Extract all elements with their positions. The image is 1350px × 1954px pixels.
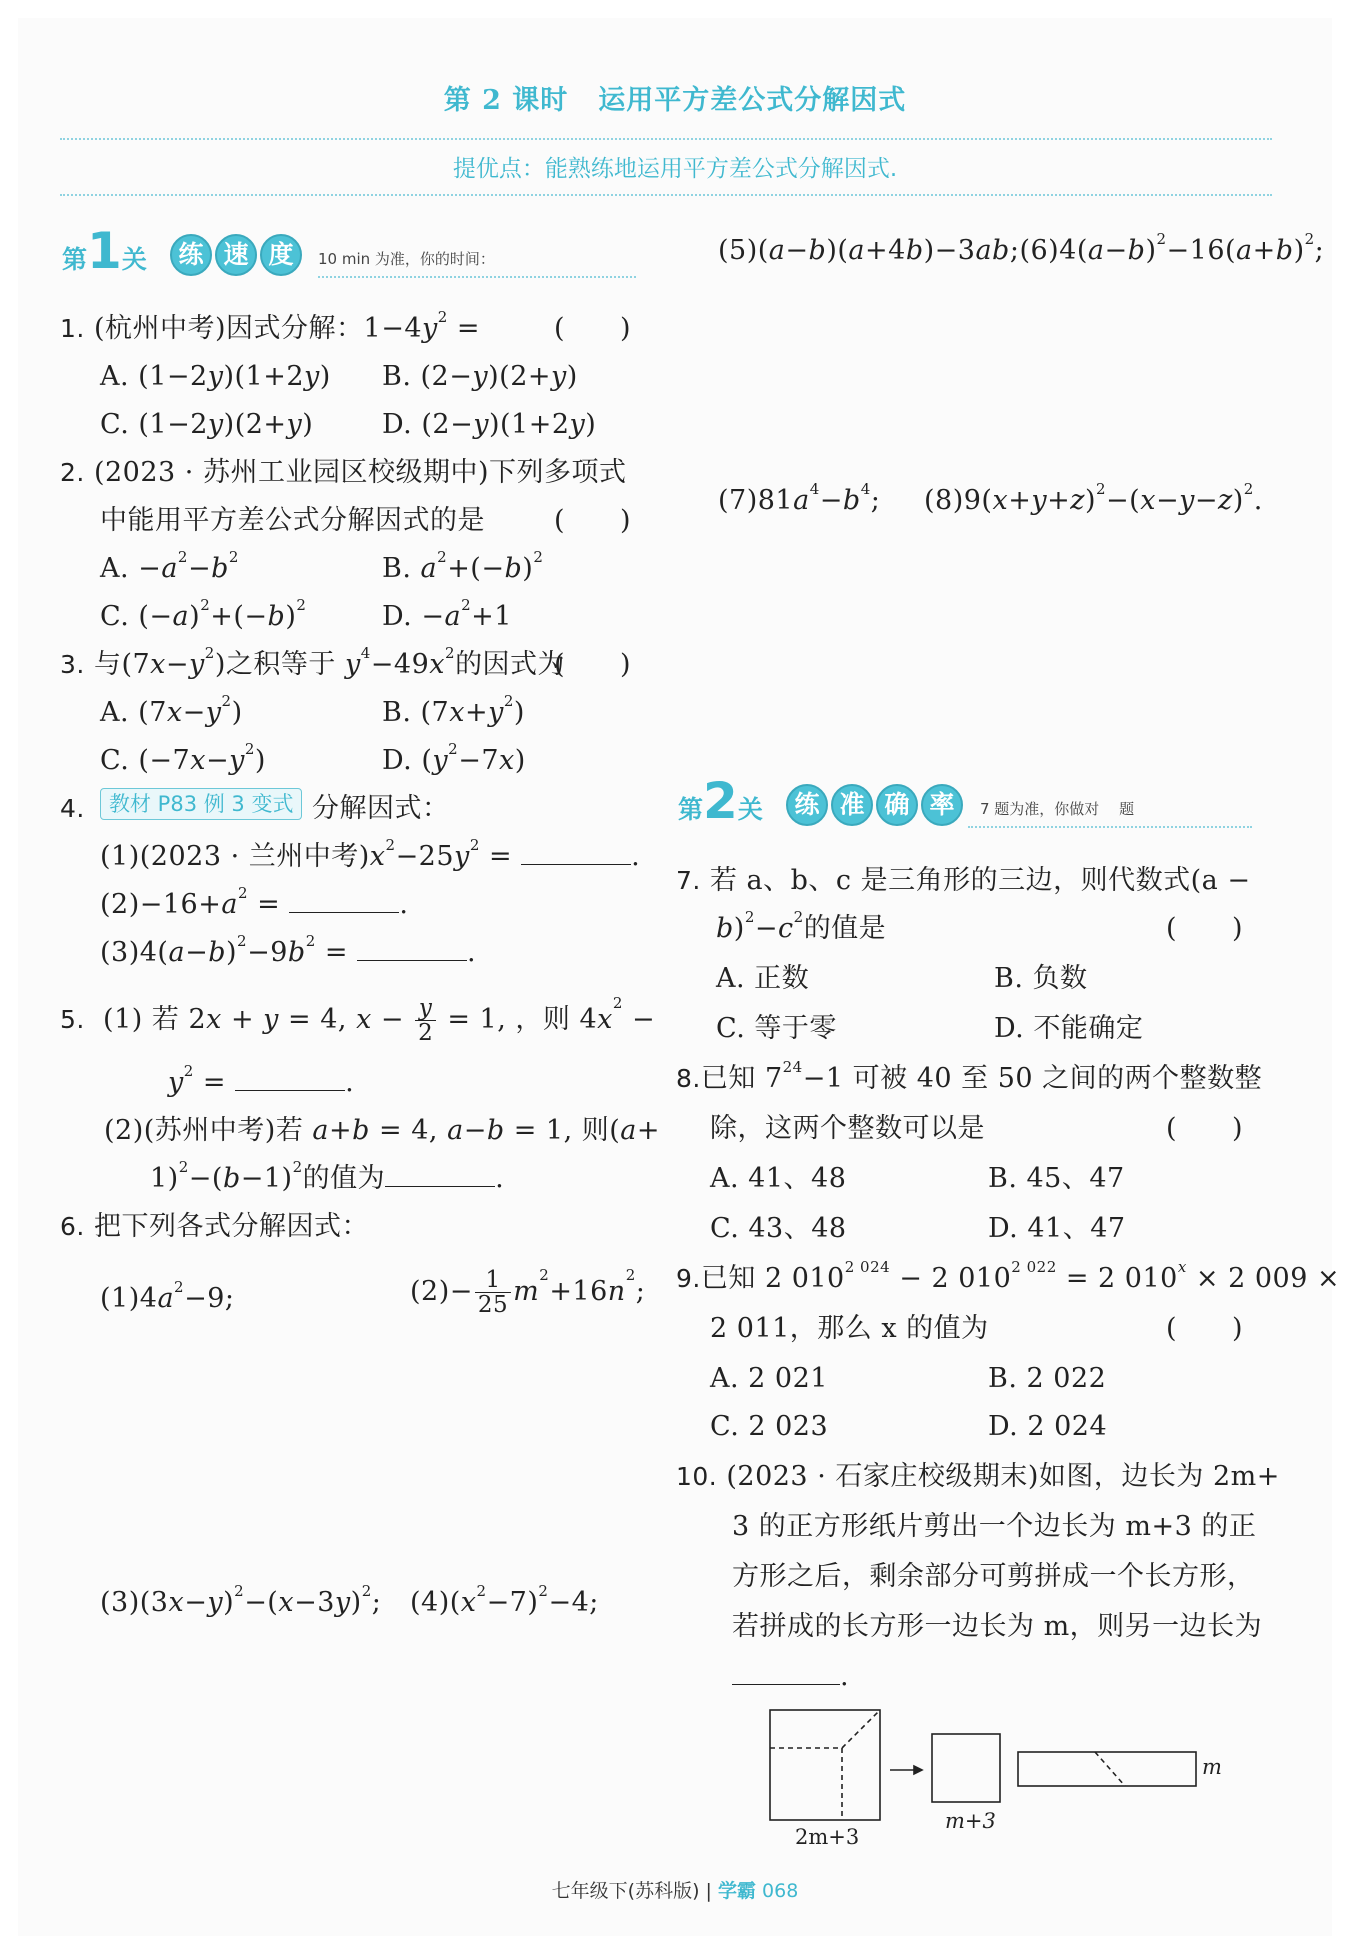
q8-option-b[interactable]: B. 45、47 — [988, 1163, 1125, 1194]
q1-option-b[interactable]: B. (2−y)(2+y) — [382, 361, 578, 392]
q7-option-a[interactable]: A. 正数 — [716, 963, 810, 994]
divider — [60, 138, 1272, 140]
q5-part2-cont: $1)^2-(b-1)^2$的值为 . — [150, 1158, 505, 1194]
q2-stem-2: 中能用平方差公式分解因式的是 — [100, 505, 485, 536]
q8-option-a[interactable]: A. 41、48 — [710, 1163, 847, 1194]
q10-line-2: 3 的正方形纸片剪出一个边长为 m+3 的正 — [732, 1511, 1257, 1542]
label-m3: m+3 — [945, 1809, 996, 1833]
cut-line — [1095, 1752, 1125, 1786]
q6-part7: $(7)81a^4-b^4$; — [718, 480, 881, 516]
textbook-tag: 教材 P83 例 3 变式 — [100, 788, 302, 820]
q6-part8: $(8)9(x+y+z)^2-(x-y-z)^2$. — [924, 480, 1263, 516]
q7-option-c[interactable]: C. 等于零 — [716, 1013, 837, 1044]
q9-stem-2: 2 011，那么 x 的值为 — [710, 1313, 989, 1344]
section2-badge: 练 准 确 率 — [786, 784, 963, 826]
q9-option-a[interactable]: A. 2 021 — [710, 1363, 828, 1394]
label-m: m — [1202, 1755, 1222, 1779]
q10-line-4: 若拼成的长方形一边长为 m，则另一边长为 — [732, 1611, 1263, 1642]
q3-stem: 3. 与$(7x-y^2)$之积等于 $y^4-49x^2$的因式为 — [60, 644, 566, 680]
q2-option-b[interactable]: B. $a^2+(-b)^2$ — [382, 548, 544, 584]
q5-part1-cont: $y^2$ = . — [168, 1062, 355, 1098]
q3-option-d[interactable]: D. $(y^2-7x)$ — [382, 740, 526, 776]
q8-answer-paren[interactable]: ( ) — [1166, 1113, 1244, 1144]
q8-option-d[interactable]: D. 41、47 — [988, 1213, 1126, 1244]
answer-blank[interactable] — [357, 934, 467, 961]
q2-option-a[interactable]: A. $-a^2-b^2$ — [100, 548, 239, 584]
q2-stem: 2. (2023 · 苏州工业园区校级期中)下列多项式 — [60, 457, 627, 488]
label-2m3: 2m+3 — [795, 1825, 860, 1849]
q4-part3: $(3)4(a-b)^2-9b^2$ = . — [100, 932, 477, 968]
page-background — [18, 18, 1332, 1936]
q1-stem: 1. (杭州中考)因式分解：$1-4y^2$ = — [60, 308, 481, 344]
q6-part2: (2)− $\frac{1}{25}$ $m^2+16n^2$; — [410, 1266, 646, 1318]
divider — [318, 276, 636, 278]
divider — [60, 194, 1272, 196]
q7-option-b[interactable]: B. 负数 — [994, 963, 1088, 994]
answer-blank[interactable] — [235, 1064, 345, 1091]
q4-stem: 分解因式： — [312, 793, 450, 824]
q9-stem: 9.已知 2 $010^{2 024} - 2$ $010^{2 022} = 2$ $010^x \times 2$ 009 × — [676, 1258, 1341, 1294]
answer-blank[interactable] — [732, 1658, 840, 1685]
q3-option-c[interactable]: C. $(-7x-y^2)$ — [100, 740, 266, 776]
q6-part1: $(1)4a^2-9$; — [100, 1278, 235, 1314]
divider — [968, 826, 1252, 828]
q1-answer-paren[interactable]: ( ) — [554, 313, 632, 344]
q5-part1: 5. (1) 若 2x + y = 4, x − $\frac{y}{2}$ = 1, ，则 $4x^2$ − — [60, 994, 656, 1046]
q5-part2: (2)(苏州中考)若 a+b = 4, a−b = 1, 则(a+ — [104, 1115, 661, 1146]
lift-point: 提优点：能熟练地运用平方差公式分解因式. — [452, 156, 898, 182]
section1-note: 10 min 为准，你的时间： — [318, 250, 495, 268]
rectangle — [1018, 1752, 1196, 1786]
q6-part4: $(4)(x^2-7)^2-4$; — [410, 1582, 599, 1618]
square-cut-figure — [760, 1700, 1240, 1850]
section1-heading: 第1关 — [62, 222, 147, 280]
q7-stem-2: $b)^2-c^2$的值是 — [716, 908, 887, 944]
q10-answer: . — [732, 1658, 849, 1696]
q4-part1: (1)(2023 · 兰州中考)$x^2-25y^2$ = . — [100, 836, 641, 872]
q9-option-d[interactable]: D. 2 024 — [988, 1411, 1108, 1442]
q3-option-a[interactable]: A. $(7x-y^2)$ — [100, 692, 243, 728]
q9-option-c[interactable]: C. 2 023 — [710, 1411, 829, 1442]
answer-blank[interactable] — [521, 838, 631, 865]
q7-option-d[interactable]: D. 不能确定 — [994, 1013, 1144, 1044]
q1-option-a[interactable]: A. (1−2y)(1+2y) — [100, 361, 331, 392]
q8-option-c[interactable]: C. 43、48 — [710, 1213, 847, 1244]
answer-blank[interactable] — [289, 886, 399, 913]
q7-stem: 7. 若 a、b、c 是三角形的三边，则代数式(a − — [676, 865, 1251, 896]
q4-number: 4. — [60, 794, 85, 823]
q10-stem: 10. (2023 · 石家庄校级期末)如图，边长为 2m+ — [676, 1461, 1280, 1492]
q2-answer-paren[interactable]: ( ) — [554, 505, 632, 536]
q9-answer-paren[interactable]: ( ) — [1166, 1313, 1244, 1344]
q6-part5-6: $(5)(a-b)(a+4b)-3ab;(6)4(a-b)^2-16(a+b)^2$; — [718, 230, 1325, 266]
cut-line — [842, 1710, 880, 1748]
q1-option-d[interactable]: D. (2−y)(1+2y) — [382, 409, 597, 440]
q8-stem: 8.已知 $7^{24}-1$ 可被 40 至 50 之间的两个整数整 — [676, 1058, 1263, 1094]
answer-blank[interactable] — [385, 1160, 495, 1187]
section2-heading: 第2关 — [678, 772, 763, 830]
q3-answer-paren[interactable]: ( ) — [554, 649, 632, 680]
page-footer: 七年级下(苏科版) | 学霸 068 — [551, 1880, 799, 1902]
q9-option-b[interactable]: B. 2 022 — [988, 1363, 1107, 1394]
q8-stem-2: 除，这两个整数可以是 — [710, 1113, 985, 1144]
q7-answer-paren[interactable]: ( ) — [1166, 913, 1244, 944]
small-square — [932, 1734, 1000, 1802]
section2-note: 7 题为准，你做对 题 — [980, 800, 1135, 818]
q4-part2: $(2)-16+a^2$ = . — [100, 884, 409, 920]
q2-option-c[interactable]: C. $(-a)^2+(-b)^2$ — [100, 596, 307, 632]
q10-line-3: 方形之后，剩余部分可剪拼成一个长方形， — [732, 1561, 1255, 1592]
lesson-title: 第 2 课时 运用平方差公式分解因式 — [443, 85, 907, 116]
q2-option-d[interactable]: D. $-a^2+1$ — [382, 596, 512, 632]
q6-stem: 6. 把下列各式分解因式： — [60, 1211, 369, 1242]
section1-badge: 练 速 度 — [170, 234, 302, 276]
q1-option-c[interactable]: C. (1−2y)(2+y) — [100, 409, 314, 440]
q6-part3: $(3)(3x-y)^2-(x-3y)^2$; — [100, 1582, 382, 1618]
q3-option-b[interactable]: B. $(7x+y^2)$ — [382, 692, 525, 728]
arrow-head — [914, 1766, 922, 1774]
